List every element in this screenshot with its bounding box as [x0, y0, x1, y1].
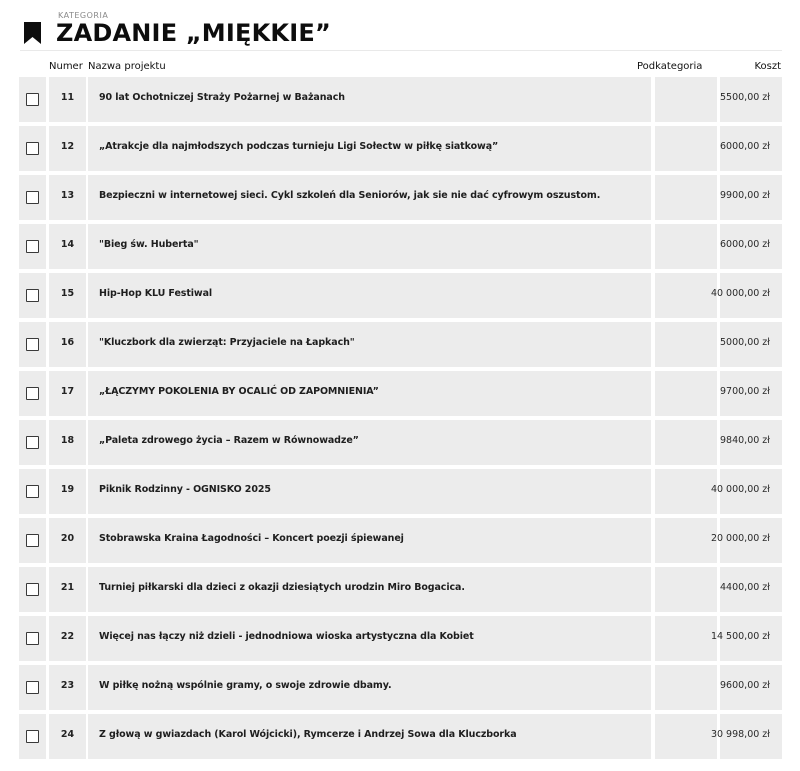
- project-name: „ŁĄCZYMY POKOLENIA BY OCALIĆ OD ZAPOMNIENIA”: [99, 386, 379, 397]
- table-row: [19, 420, 782, 465]
- name-cell: [88, 224, 651, 269]
- project-cost: 6000,00 zł: [720, 239, 770, 250]
- checkbox-cell: [19, 714, 46, 759]
- table-row: [19, 273, 782, 318]
- cost-cell: [720, 371, 782, 416]
- select-project-checkbox[interactable]: [26, 289, 39, 302]
- project-cost: 4400,00 zł: [720, 582, 770, 593]
- name-cell: [88, 77, 651, 122]
- subcategory-cell: [655, 518, 717, 563]
- select-project-checkbox[interactable]: [26, 681, 39, 694]
- cost-cell: [710, 616, 782, 661]
- select-project-checkbox[interactable]: [26, 583, 39, 596]
- project-cost: 9600,00 zł: [720, 680, 770, 691]
- project-name: 90 lat Ochotniczej Straży Pożarnej w Bażanach: [99, 92, 345, 103]
- project-number: 24: [60, 729, 75, 740]
- select-project-checkbox[interactable]: [26, 142, 39, 155]
- number-cell: [49, 126, 86, 171]
- checkbox-cell: [19, 126, 46, 171]
- table-row: [19, 126, 782, 171]
- category-header: [20, 10, 782, 51]
- project-name: Turniej piłkarski dla dzieci z okazji dziesiątych urodzin Miro Bogacica.: [99, 582, 465, 593]
- project-cost: 5000,00 zł: [720, 337, 770, 348]
- project-number: 15: [60, 288, 75, 299]
- checkbox-cell: [19, 371, 46, 416]
- subcategory-cell: [655, 567, 717, 612]
- checkbox-cell: [19, 224, 46, 269]
- column-header-number: Numer: [49, 61, 83, 72]
- subcategory-cell: [655, 273, 717, 318]
- number-cell: [49, 175, 86, 220]
- subcategory-cell: [655, 665, 717, 710]
- select-project-checkbox[interactable]: [26, 387, 39, 400]
- project-name: Więcej nas łączy niż dzieli - jednodniowa wioska artystyczna dla Kobiet: [99, 631, 474, 642]
- number-cell: [49, 420, 86, 465]
- checkbox-cell: [19, 616, 46, 661]
- number-cell: [49, 322, 86, 367]
- number-cell: [49, 371, 86, 416]
- checkbox-cell: [19, 175, 46, 220]
- project-name: Hip-Hop KLU Festiwal: [99, 288, 213, 299]
- project-number: 16: [60, 337, 75, 348]
- cost-cell: [720, 175, 782, 220]
- table-row: [19, 616, 782, 661]
- number-cell: [49, 224, 86, 269]
- table-row: [19, 224, 782, 269]
- project-cost: 9900,00 zł: [720, 190, 770, 201]
- number-cell: [49, 714, 86, 759]
- table-row: [19, 567, 782, 612]
- number-cell: [49, 665, 86, 710]
- cost-cell: [720, 567, 782, 612]
- select-project-checkbox[interactable]: [26, 240, 39, 253]
- project-number: 13: [60, 190, 75, 201]
- name-cell: [88, 714, 651, 759]
- subcategory-cell: [655, 371, 717, 416]
- column-header-cost: Koszt: [754, 61, 781, 72]
- subcategory-cell: [655, 420, 717, 465]
- project-number: 21: [60, 582, 75, 593]
- project-cost: 30 998,00 zł: [710, 729, 770, 740]
- checkbox-cell: [19, 567, 46, 612]
- project-cost: 9840,00 zł: [720, 435, 770, 446]
- project-number: 12: [60, 141, 75, 152]
- subcategory-cell: [655, 322, 717, 367]
- name-cell: [88, 126, 651, 171]
- number-cell: [49, 469, 86, 514]
- select-project-checkbox[interactable]: [26, 436, 39, 449]
- checkbox-cell: [19, 273, 46, 318]
- select-project-checkbox[interactable]: [26, 534, 39, 547]
- table-row: [19, 518, 782, 563]
- subcategory-cell: [655, 224, 717, 269]
- table-row: [19, 371, 782, 416]
- table-header: [0, 60, 800, 76]
- project-cost: 9700,00 zł: [720, 386, 770, 397]
- project-cost: 14 500,00 zł: [710, 631, 770, 642]
- project-name: „Atrakcje dla najmłodszych podczas turnieju Ligi Sołectw w piłkę siatkową”: [99, 141, 499, 152]
- name-cell: [88, 616, 651, 661]
- name-cell: [88, 371, 651, 416]
- project-name: „Paleta zdrowego życia – Razem w Równowadze”: [99, 435, 359, 446]
- project-cost: 20 000,00 zł: [710, 533, 770, 544]
- project-number: 18: [60, 435, 75, 446]
- number-cell: [49, 518, 86, 563]
- subcategory-cell: [655, 77, 717, 122]
- cost-cell: [720, 665, 782, 710]
- table-row: [19, 322, 782, 367]
- select-project-checkbox[interactable]: [26, 485, 39, 498]
- select-project-checkbox[interactable]: [26, 338, 39, 351]
- category-label: KATEGORIA: [58, 11, 109, 20]
- checkbox-cell: [19, 469, 46, 514]
- subcategory-cell: [655, 469, 717, 514]
- project-cost: 40 000,00 zł: [710, 484, 770, 495]
- cost-cell: [710, 714, 782, 759]
- select-project-checkbox[interactable]: [26, 93, 39, 106]
- subcategory-cell: [655, 714, 717, 759]
- cost-cell: [710, 518, 782, 563]
- project-number: 19: [60, 484, 75, 495]
- checkbox-cell: [19, 420, 46, 465]
- column-header-subcategory: Podkategoria: [637, 61, 703, 72]
- project-number: 23: [60, 680, 75, 691]
- project-name: Piknik Rodzinny - OGNISKO 2025: [99, 484, 271, 495]
- project-number: 11: [60, 92, 75, 103]
- page-title: ZADANIE „MIĘKKIE”: [56, 19, 331, 47]
- table-row: [19, 714, 782, 759]
- project-number: 20: [60, 533, 75, 544]
- table-row: [19, 175, 782, 220]
- checkbox-cell: [19, 665, 46, 710]
- cost-cell: [720, 322, 782, 367]
- name-cell: [88, 273, 651, 318]
- table-row: [19, 469, 782, 514]
- project-cost: 5500,00 zł: [720, 92, 770, 103]
- subcategory-cell: [655, 175, 717, 220]
- project-cost: 6000,00 zł: [720, 141, 770, 152]
- cost-cell: [720, 224, 782, 269]
- table-row: [19, 665, 782, 710]
- subcategory-cell: [655, 126, 717, 171]
- project-name: Bezpieczni w internetowej sieci. Cykl szkoleń dla Seniorów, jak sie nie dać cyfrowym oszustom.: [99, 190, 601, 201]
- project-name: "Kluczbork dla zwierząt: Przyjaciele na Łapkach": [99, 337, 355, 348]
- number-cell: [49, 77, 86, 122]
- project-name: W piłkę nożną wspólnie gramy, o swoje zdrowie dbamy.: [99, 680, 392, 691]
- subcategory-cell: [655, 616, 717, 661]
- number-cell: [49, 567, 86, 612]
- cost-cell: [720, 77, 782, 122]
- checkbox-cell: [19, 77, 46, 122]
- column-header-name: Nazwa projektu: [88, 61, 166, 72]
- select-project-checkbox[interactable]: [26, 632, 39, 645]
- select-project-checkbox[interactable]: [26, 730, 39, 743]
- name-cell: [88, 665, 651, 710]
- cost-cell: [710, 469, 782, 514]
- checkbox-cell: [19, 322, 46, 367]
- bookmark-icon: [24, 22, 41, 44]
- table-row: [19, 77, 782, 122]
- name-cell: [88, 469, 651, 514]
- project-number: 22: [60, 631, 75, 642]
- number-cell: [49, 616, 86, 661]
- number-cell: [49, 273, 86, 318]
- project-number: 14: [60, 239, 75, 250]
- name-cell: [88, 175, 651, 220]
- cost-cell: [720, 126, 782, 171]
- name-cell: [88, 567, 651, 612]
- project-number: 17: [60, 386, 75, 397]
- project-cost: 40 000,00 zł: [710, 288, 770, 299]
- name-cell: [88, 518, 651, 563]
- project-name: Z głową w gwiazdach (Karol Wójcicki), Rymcerze i Andrzej Sowa dla Kluczborka: [99, 729, 517, 740]
- cost-cell: [710, 273, 782, 318]
- name-cell: [88, 420, 651, 465]
- checkbox-cell: [19, 518, 46, 563]
- name-cell: [88, 322, 651, 367]
- cost-cell: [720, 420, 782, 465]
- select-project-checkbox[interactable]: [26, 191, 39, 204]
- project-name: Stobrawska Kraina Łagodności – Koncert poezji śpiewanej: [99, 533, 404, 544]
- project-name: "Bieg św. Huberta": [99, 239, 199, 250]
